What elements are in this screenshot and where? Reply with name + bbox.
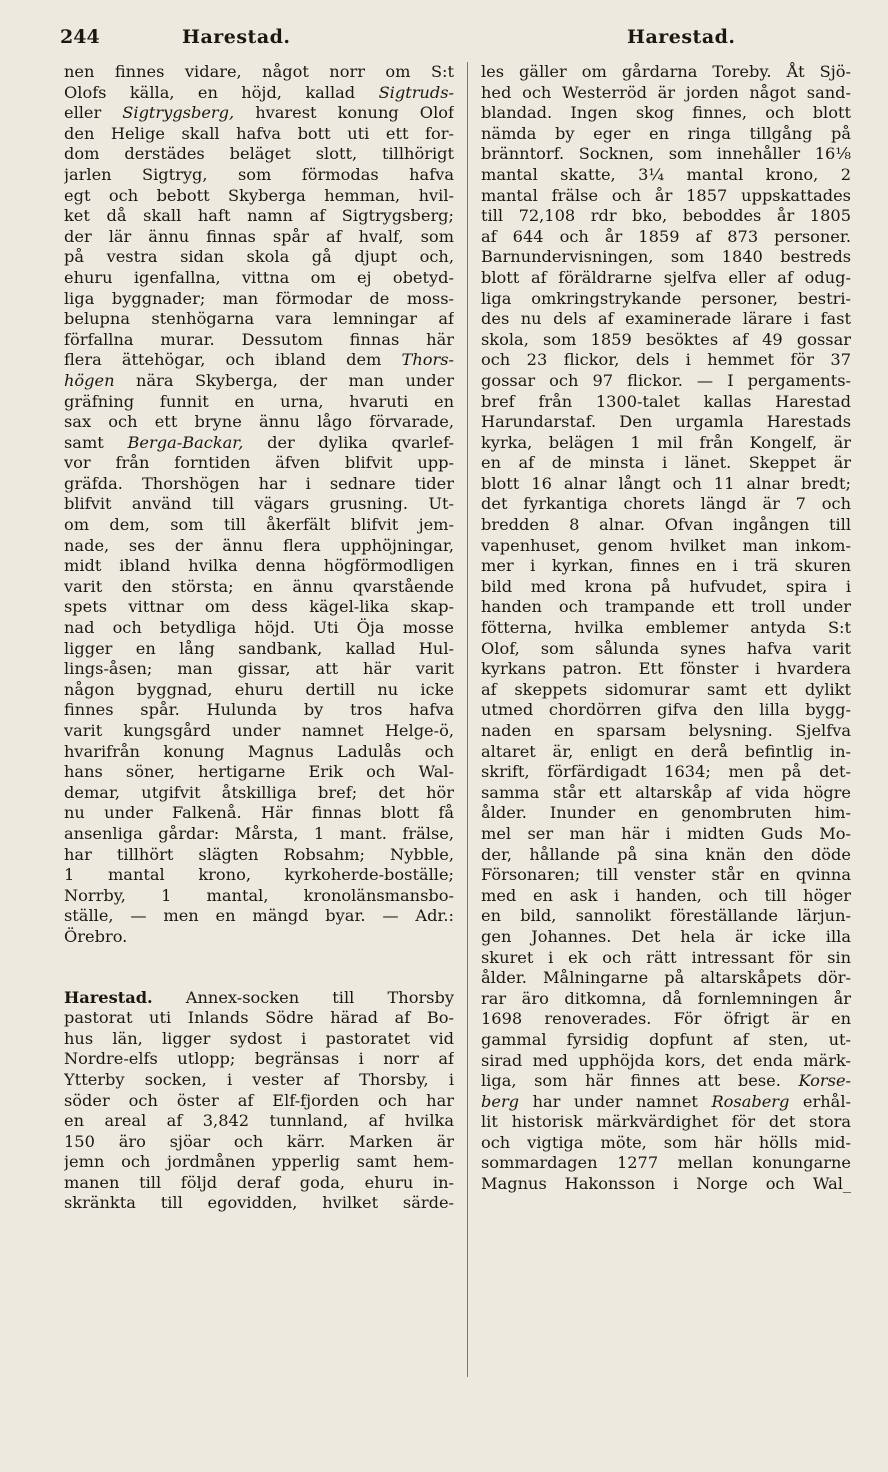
text-line: flera ättehögar, och ibland dem Thors- [64, 350, 454, 370]
text-line: nad och betydliga höjd. Uti Öja mosse [64, 618, 454, 638]
text-line: Ytterby socken, i vester af Thorsby, i [64, 1069, 454, 1089]
text-line: bref från 1300-talet kallas Harestad [481, 391, 851, 411]
text-line: lit historisk märkvärdighet för det stora [481, 1112, 851, 1132]
text-line: blott af föräldrarne sjelfva eller af odug- [481, 267, 851, 287]
text-line: vor från forntiden äfven blifvit upp- [64, 453, 454, 473]
text-line: bild med krona på hufvudet, spira i [481, 576, 851, 596]
entry-headword: Harestad. [64, 987, 153, 1007]
text-line: jemn och jordmånen ypperlig samt hem- [64, 1152, 454, 1172]
right-column [481, 62, 851, 1195]
text-line: naden en sparsam belysning. Sjelfva [481, 721, 851, 740]
text-line: nämda by eger en ringa tillgång på [481, 123, 851, 143]
text-line: Harundarstaf. Den urgamla Harestads [481, 412, 851, 432]
text-line: nu under Falkenå. Här finnas blott få [64, 803, 454, 823]
entry-first-line: Harestad. Annex-socken till Thorsby [64, 987, 454, 1007]
page-number: 244 [60, 26, 100, 48]
text-line: fötterna, hvilka emblemer antyda S:t [481, 618, 851, 638]
text-line: gräfda. Thorshögen har i sednare tider [64, 473, 454, 493]
text-line: hus län, ligger sydost i pastoratet vid [64, 1028, 454, 1048]
text-line: af skeppets sidomurar samt ett dylikt [481, 679, 851, 699]
text-line: en af de minsta i länet. Skeppet är [481, 453, 851, 473]
text-line: altaret är, enligt en derå befintlig in- [481, 741, 851, 761]
text-line: finnes spår. Hulunda by tros hafva [64, 700, 454, 720]
running-head-right: Harestad. [627, 26, 736, 48]
text-line: gen Johannes. Det hela är icke illa [481, 926, 851, 946]
text-line: spets vittnar om dess kägel-lika skap- [64, 597, 454, 617]
text-line: af 644 och år 1859 af 873 personer. [481, 226, 851, 246]
text-line: varit kungsgård under namnet Helge-ö, [64, 721, 454, 740]
text-line: skuret i ek och rätt intressant för sin [481, 947, 851, 967]
text-line: blandad. Ingen skog finnes, och blott [481, 103, 851, 123]
place-name-italic: berg [481, 1091, 520, 1111]
text-line: manen till följd deraf goda, ehuru in- [64, 1172, 454, 1192]
text-line: ehuru igenfallna, vittna om ej obetyd- [64, 267, 454, 287]
text-line: Försonaren; till venster står en qvinna [481, 865, 851, 885]
text-line: och 23 flickor, dels i hemmet för 37 [481, 350, 851, 370]
text-line: nen finnes vidare, något norr om S:t [64, 62, 454, 81]
text-line: des nu dels af examinerade lärare i fast [481, 309, 851, 329]
text-line: Olofs källa, en höjd, kallad Sigtruds- [64, 82, 454, 102]
place-name-italic: Sigtruds- [378, 82, 454, 102]
left-column [64, 62, 454, 1214]
text-line: samma står ett altarskåp af vida högre [481, 782, 851, 802]
text-line: om dem, som till åkerfält blifvit jem- [64, 515, 454, 535]
text-line: har tillhört slägten Robsahm; Nybble, [64, 844, 454, 864]
text-line: bredden 8 alnar. Ofvan ingången till [481, 515, 851, 535]
text-line: gammal fyrsidig dopfunt af sten, ut- [481, 1029, 851, 1049]
text-line: egt och bebott Skyberga hemman, hvil- [64, 185, 454, 205]
text-line: blifvit använd till vägars grusning. Ut- [64, 494, 454, 514]
text-line: hvarifrån konung Magnus Ladulås och [64, 741, 454, 761]
text-line: utmed chordörren gifva den lilla bygg- [481, 700, 851, 720]
text-line: jarlen Sigtryg, som förmodas hafva [64, 164, 454, 184]
text-line: ålder. Inunder en genombruten him- [481, 803, 851, 823]
text-line: sax och ett bryne ännu lågo förvarade, [64, 412, 454, 432]
text-line: och vigtiga möte, som här hölls mid- [481, 1132, 851, 1152]
text-line: Nordre-elfs utlopp; begränsas i norr af [64, 1049, 454, 1069]
text-line: dom derstädes beläget slott, tillhörigt [64, 144, 454, 164]
text-line: förfallna murar. Dessutom finnas här [64, 329, 454, 349]
text-line: kyrka, belägen 1 mil från Kongelf, är [481, 432, 851, 452]
place-name-italic: Rosaberg [711, 1091, 790, 1111]
text-line: Barnundervisningen, som 1840 bestreds [481, 247, 851, 267]
text-line: till 72,108 rdr bko, beboddes år 1805 [481, 206, 851, 226]
text-line: rar äro ditkomna, då fornlemningen år [481, 988, 851, 1008]
text-line: midt ibland hvilka denna högförmodligen [64, 556, 454, 576]
text-line: samt Berga-Backar, der dylika qvarlef- [64, 432, 454, 452]
text-line: hans söner, hertigarne Erik och Wal- [64, 762, 454, 782]
text-line: 1698 renoverades. För öfrigt är en [481, 1009, 851, 1029]
place-name-italic: högen [64, 370, 115, 390]
text-line: kyrkans patron. Ett fönster i hvardera [481, 659, 851, 679]
place-name-italic: Sigtrygsberg, [122, 103, 235, 123]
text-line: les gäller om gårdarna Toreby. Åt Sjö- [481, 62, 851, 81]
text-line: demar, utgifvit åtskilliga bref; det hör [64, 782, 454, 802]
text-line: mantal skatte, 3¼ mantal krono, 2 [481, 164, 851, 184]
text-line: 1 mantal krono, kyrkoherde-boställe; [64, 865, 454, 885]
text-line: handen och trampande ett troll under [481, 597, 851, 617]
text-line: der, hållande på sina knän den döde [481, 844, 851, 864]
text-line: den Helige skall hafva bott uti ett for- [64, 123, 454, 143]
text-line: en areal af 3,842 tunnland, af hvilka [64, 1111, 454, 1131]
text-line: der lär ännu finnas spår af hvalf, som [64, 226, 454, 246]
text-line: pastorat uti Inlands Södre härad af Bo- [64, 1008, 454, 1028]
text-line: någon byggnad, ehuru dertill nu icke [64, 679, 454, 699]
text-line: mel ser man här i midten Guds Mo- [481, 823, 851, 843]
text-line: Örebro. [64, 926, 128, 946]
text-line: det fyrkantiga chorets längd är 7 och [481, 494, 851, 514]
text-line: ålder. Målningarne på altarskåpets dör- [481, 968, 851, 988]
text-line: mantal frälse och år 1857 uppskattades [481, 185, 851, 205]
text-line: en bild, sannolikt föreställande lärjun- [481, 906, 851, 926]
text-line: eller Sigtrygsberg, hvarest konung Olof [64, 103, 454, 123]
text-line: ställe, — men en mängd byar. — Adr.: [64, 906, 454, 926]
text-line: mer i kyrkan, finnes en i trä skuren [481, 556, 851, 576]
text-line: skränkta till egovidden, hvilket särde- [64, 1193, 454, 1213]
text-line: vapenhuset, genom hvilket man inkom- [481, 535, 851, 555]
text-line: bränntorf. Socknen, som innehåller 16⅛ [481, 144, 851, 164]
text-line: blott 16 alnar långt och 11 alnar bredt; [481, 473, 851, 493]
text-line: sirad med upphöjda kors, det enda märk- [481, 1050, 851, 1070]
text-line: liga, som här finnes att bese. Korse- [481, 1071, 851, 1091]
place-name-italic: Berga-Backar, [127, 432, 244, 452]
text-line: Olof, som sålunda synes hafva varit [481, 638, 851, 658]
text-line: berg har under namnet Rosaberg erhål- [481, 1091, 851, 1111]
text-line: 150 äro sjöar och kärr. Marken är [64, 1131, 454, 1151]
text-line: varit den största; en ännu qvarstående [64, 576, 454, 596]
text-line: ansenliga gårdar: Mårsta, 1 mant. frälse, [64, 823, 454, 843]
place-name-italic: Korse- [798, 1071, 851, 1091]
text-line: sommardagen 1277 mellan konungarne [481, 1153, 851, 1173]
text-line: lings-åsen; man gissar, att här varit [64, 659, 454, 679]
paragraph-gap [64, 948, 454, 988]
text-line: gräfning funnit en urna, hvaruti en [64, 391, 454, 411]
text-line: hed och Westerröd är jorden något sand- [481, 82, 851, 102]
text-line: högen nära Skyberga, der man under [64, 370, 454, 390]
text-line: Magnus Hakonsson i Norge och Wal_ [481, 1174, 851, 1194]
text-line: nade, ses der ännu flera upphöjningar, [64, 535, 454, 555]
text-line: ket då skall haft namn af Sigtrygsberg; [64, 206, 454, 226]
text-line: gossar och 97 flickor. — I pergaments- [481, 370, 851, 390]
text-line: liga byggnader; man förmodar de moss- [64, 288, 454, 308]
text-line: på vestra sidan skola gå djupt och, [64, 247, 454, 267]
column-divider [467, 62, 468, 1377]
text-line: söder och öster af Elf-fjorden och har [64, 1090, 454, 1110]
text-line: belupna stenhögarna vara lemningar af [64, 309, 454, 329]
text-line: liga omkringstrykande personer, bestri- [481, 288, 851, 308]
place-name-italic: Thors- [401, 350, 454, 370]
text-line: skola, som 1859 besöktes af 49 gossar [481, 329, 851, 349]
text-line: ligger en lång sandbank, kallad Hul- [64, 638, 454, 658]
text-line: Norrby, 1 mantal, kronolänsmansbo- [64, 885, 454, 905]
running-head-left: Harestad. [182, 26, 291, 48]
text-line: med en ask i handen, och till höger [481, 885, 851, 905]
text-line: skrift, förfärdigadt 1634; men på det- [481, 762, 851, 782]
